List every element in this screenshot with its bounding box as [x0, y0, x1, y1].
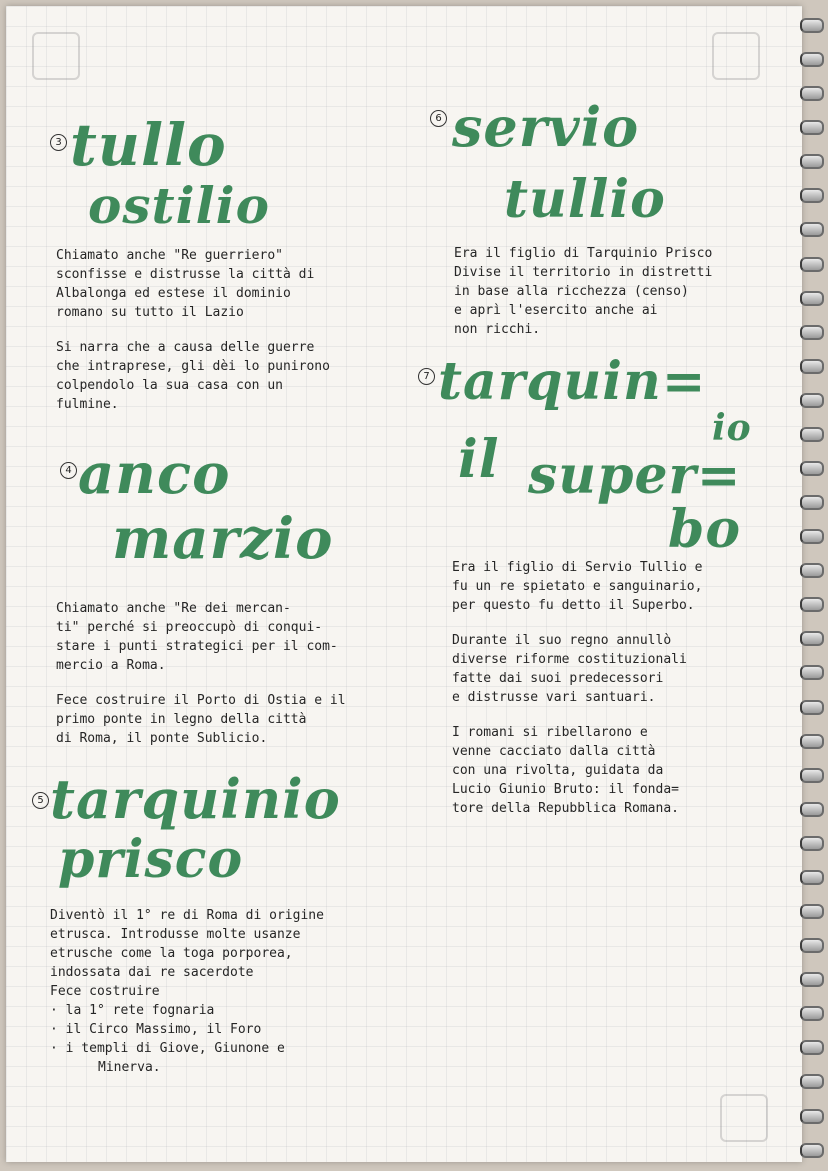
section-number-5: 5 — [32, 792, 49, 809]
spiral-ring-icon — [800, 188, 824, 203]
spiral-ring-icon — [800, 154, 824, 169]
spiral-ring-icon — [800, 1109, 824, 1124]
title-tullo: tullo — [70, 111, 227, 179]
spiral-ring-icon — [800, 597, 824, 612]
spiral-ring-icon — [800, 222, 824, 237]
spiral-ring-icon — [800, 86, 824, 101]
anco-text: Chiamato anche "Re dei mercan- ti" perché si preoccupò di conqui- stare i punti strategici per il com- mercio a Roma. Fece costruire il Porto di Ostia e il primo ponte in legno della città di Roma, il ponte Sublicio. — [56, 601, 346, 746]
spiral-ring-icon — [800, 1006, 824, 1021]
spiral-binding — [800, 18, 824, 1158]
title-tarquin: tarquin= — [438, 351, 707, 412]
title-tullio: tullio — [504, 169, 666, 230]
title-anco: anco — [78, 441, 231, 507]
prisco-text: Diventò il 1° re di Roma di origine etrusca. Introdusse molte usanze etrusche come la toga porporea, indossata dai re sacerdote Fece costruire · la 1° rete fognaria · il Circo Massimo, il Foro · i templi di Giove, Giunone e Minerva. — [50, 906, 324, 1077]
corner-mark-icon — [712, 32, 760, 80]
title-ostilio: ostilio — [88, 176, 270, 235]
spiral-ring-icon — [800, 563, 824, 578]
notebook-page — [6, 6, 802, 1162]
spiral-ring-icon — [800, 665, 824, 680]
spiral-ring-icon — [800, 257, 824, 272]
spiral-ring-icon — [800, 972, 824, 987]
spiral-ring-icon — [800, 120, 824, 135]
section-number-4: 4 — [60, 462, 77, 479]
spiral-ring-icon — [800, 802, 824, 817]
spiral-ring-icon — [800, 18, 824, 33]
spiral-ring-icon — [800, 631, 824, 646]
spiral-ring-icon — [800, 734, 824, 749]
spiral-ring-icon — [800, 393, 824, 408]
section-number-3: 3 — [50, 134, 67, 151]
spiral-ring-icon — [800, 291, 824, 306]
spiral-ring-icon — [800, 904, 824, 919]
title-bo: bo — [668, 499, 742, 560]
title-super: super= — [528, 445, 742, 506]
title-io: io — [712, 407, 752, 449]
spiral-ring-icon — [800, 938, 824, 953]
spiral-ring-icon — [800, 1074, 824, 1089]
superbo-text: Era il figlio di Servio Tullio e fu un re spietato e sanguinario, per questo fu detto il Superbo. Durante il suo regno annullò diverse riforme costituzionali fatte dai suoi predecessori e distrusse vari santuari. I romani si ribellarono e venne cacciato dalla città con una rivolta, guidata da Lucio Giunio Bruto: il fonda= tore della Repubblica Romana. — [452, 560, 703, 816]
spiral-ring-icon — [800, 1040, 824, 1055]
tullo-text: Chiamato anche "Re guerriero" sconfisse e distrusse la città di Albalonga ed estese il dominio romano su tutto il Lazio Si narra che a causa delle guerre che intraprese, gli dèi lo punirono colpendolo la sua casa con un fulmine. — [56, 248, 330, 412]
spiral-ring-icon — [800, 325, 824, 340]
spiral-ring-icon — [800, 529, 824, 544]
spiral-ring-icon — [800, 461, 824, 476]
title-marzio: marzio — [112, 506, 334, 572]
spiral-ring-icon — [800, 427, 824, 442]
spiral-ring-icon — [800, 52, 824, 67]
section-number-6: 6 — [430, 110, 447, 127]
spiral-ring-icon — [800, 870, 824, 885]
spiral-ring-icon — [800, 836, 824, 851]
corner-mark-icon — [720, 1094, 768, 1142]
servio-text: Era il figlio di Tarquinio Prisco Divise il territorio in distretti in base alla ricchezza (censo) e aprì l'esercito anche ai non ricchi. — [454, 246, 713, 337]
title-il: il — [458, 429, 500, 490]
title-prisco: prisco — [58, 829, 244, 890]
list-item: · la 1° rete fognaria — [50, 1001, 324, 1020]
spiral-ring-icon — [800, 495, 824, 510]
title-servio: servio — [452, 95, 640, 159]
corner-mark-icon — [32, 32, 80, 80]
section-number-7: 7 — [418, 368, 435, 385]
spiral-ring-icon — [800, 1143, 824, 1158]
list-item: · il Circo Massimo, il Foro — [50, 1020, 324, 1039]
spiral-ring-icon — [800, 700, 824, 715]
title-tarquinio: tarquinio — [50, 767, 341, 831]
list-item: · i templi di Giove, Giunone e — [50, 1039, 324, 1058]
spiral-ring-icon — [800, 768, 824, 783]
spiral-ring-icon — [800, 359, 824, 374]
